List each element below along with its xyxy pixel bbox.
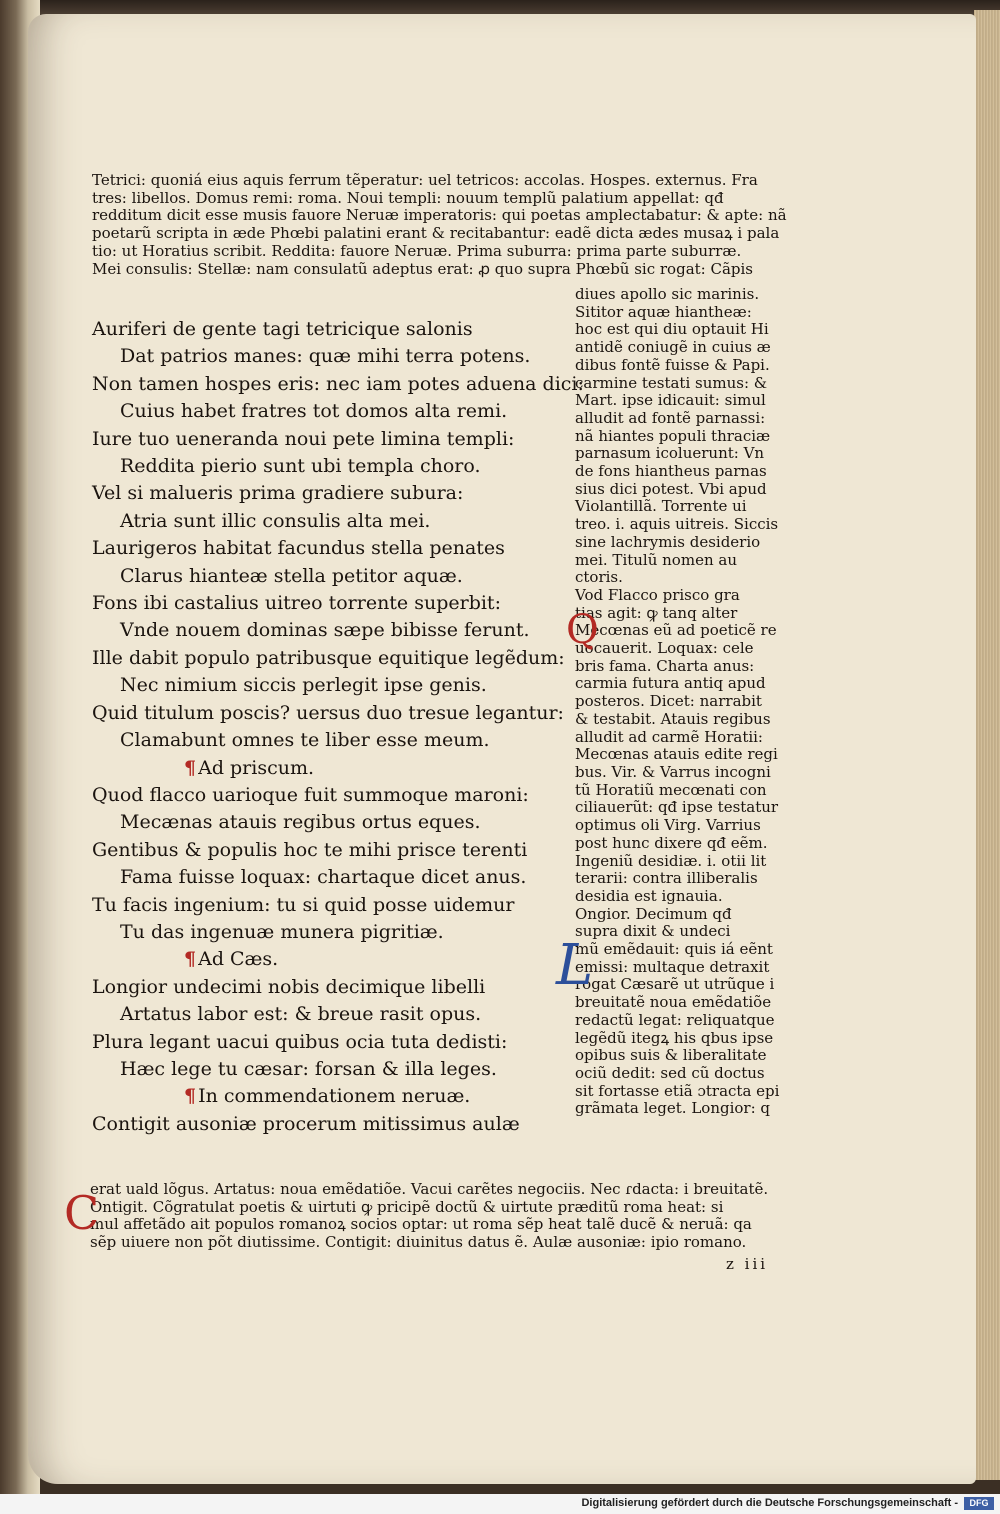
commentary-line: legẽdũ itegꝝ his qbus ipse xyxy=(575,1028,774,1047)
commentary-line: Vod Flacco prisco gra xyxy=(575,585,740,604)
pilcrow-icon: ¶ xyxy=(184,756,197,779)
poem-line: Tu facis ingenium: tu si quid posse uidemur xyxy=(92,893,515,916)
commentary-line: Mei consulis: Stellæ: nam consulatũ adeptus erat: ꝓ quo supra Phœbũ sic rogat: Cãpis xyxy=(92,259,754,278)
poem-heading xyxy=(92,946,562,973)
commentary-line: alludit ad fontẽ parnassi: xyxy=(575,408,766,427)
poem-line: Artatus labor est: & breue rasit opus. xyxy=(120,1003,482,1026)
pilcrow-icon: ¶ xyxy=(184,1085,197,1108)
poem-line: Mecænas atauis regibus ortus eques. xyxy=(120,811,481,834)
poem-line: Nec nimium siccis perlegit ipse genis. xyxy=(120,674,487,697)
decorated-initial-c: C xyxy=(64,1186,100,1240)
commentary-line: carmia futura antiq apud xyxy=(575,674,766,693)
commentary-line: post hunc dixere qđ eẽm. xyxy=(575,833,768,852)
commentary-line: uocauerit. Loquax: cele xyxy=(575,639,754,658)
poem-line: Vnde nouem dominas sæpe bibisse ferunt. xyxy=(120,619,530,642)
commentary-line: dibus fontẽ fuisse & Papi. xyxy=(575,355,770,374)
signature-mark: z iii xyxy=(726,1255,769,1273)
commentary-line: mei. Titulũ nomen au xyxy=(575,550,737,569)
commentary-line: tres: libellos. Domus remi: roma. Noui templi: nouum templũ palatium appellat: qđ xyxy=(92,188,724,207)
poem-line: Reddita pierio sunt ubi templa choro. xyxy=(120,455,481,478)
commentary-line: supra dixit & undeci xyxy=(575,922,731,941)
commentary-line: Ontigit. Cõgratulat poetis & uirtuti ꝙ pricipẽ doctũ & uirtute præditũ roma heat: si xyxy=(90,1197,724,1216)
commentary-line: treo. i. aquis uitreis. Siccis xyxy=(575,515,779,534)
facing-page-bleed xyxy=(28,174,58,1274)
poem-heading-text: In commendationem neruæ. xyxy=(198,1085,471,1108)
commentary-line: redactũ legat: reliquatque xyxy=(575,1010,775,1029)
commentary-line: alludit ad carmẽ Horatii: xyxy=(575,727,763,746)
poem xyxy=(92,316,584,1138)
commentary-line: mũ emẽdauit: quis iá eẽnt xyxy=(575,940,773,959)
commentary-line: Mecœnas eũ ad poeticẽ re xyxy=(575,621,777,640)
poem-line: Dat patrios manes: quæ mihi terra potens. xyxy=(120,345,531,368)
commentary-line: sine lachrymis desiderio xyxy=(575,532,761,551)
commentary-line: redditum dicit esse musis fauore Neruæ imperatoris: qui poetas amplectabatur: & apte: nã xyxy=(92,206,787,225)
commentary-line: Sititor aquæ hiantheæ: xyxy=(575,302,752,321)
commentary-line: bus. Vir. & Varrus incogni xyxy=(575,762,771,781)
poem-line: Clarus hianteæ stella petitor aquæ. xyxy=(120,564,463,587)
commentary-line: Ingeniũ desidiæ. i. otii lit xyxy=(575,851,767,870)
poem-heading xyxy=(92,755,562,782)
poem-line: Fons ibi castalius uitreo torrente superbit: xyxy=(92,592,501,615)
commentary-line: ociũ dedit: sed cũ doctus xyxy=(575,1063,765,1082)
poem-line: Auriferi de gente tagi tetricique salonis xyxy=(92,318,473,340)
poem-line: Ille dabit populo patribusque equitique legẽdum: xyxy=(92,646,565,669)
commentary-line: posteros. Dicet: narrabit xyxy=(575,692,762,711)
footer-bar xyxy=(0,1494,1000,1514)
poem-line: Non tamen hospes eris: nec iam potes aduena dici: xyxy=(92,372,584,395)
commentary-line: Tetrici: quoniá eius aquis ferrum tẽperatur: uel tetricos: accolas. Hospes. externus. Fra xyxy=(92,171,758,189)
decorated-initial-q: Q xyxy=(566,607,599,653)
footer-credit: Digitalisierung gefördert durch die Deutsche Forschungsgemeinschaft - xyxy=(581,1497,958,1509)
commentary-line: ctoris. xyxy=(575,568,623,587)
commentary-line: nã hiantes populi thraciæ xyxy=(575,426,771,445)
commentary-line: carmine testati sumus: & xyxy=(575,373,768,392)
poem-line: Tu das ingenuæ munera pigritiæ. xyxy=(120,920,444,943)
commentary-line: poetarũ scripta in æde Phœbi palatini erant & recitabantur: eadẽ dicta ædes musaꝝ i pala xyxy=(92,224,780,243)
commentary-line: Mart. ipse idicauit: simul xyxy=(575,391,766,410)
commentary-line: sẽp uiuere non põt diutissime. Contigit: diuinitus datus ẽ. Aulæ ausoniæ: ipio romano. xyxy=(90,1233,747,1252)
commentary-line: rogat Cæsarẽ ut utrũque i xyxy=(575,975,775,994)
commentary-line: emissi: multaque detraxit xyxy=(575,957,770,976)
poem-line: Cuius habet fratres tot domos alta remi. xyxy=(120,400,508,423)
commentary-line: Mecœnas atauis edite regi xyxy=(575,745,778,764)
commentary-line: tias agit: ꝙ tanq alter xyxy=(575,603,738,622)
poem-line: Laurigeros habitat facundus stella penates xyxy=(92,537,505,560)
poem-line: Quid titulum poscis? uersus duo tresue legantur: xyxy=(92,701,564,724)
poem-line: Fama fuisse loquax: chartaque dicet anus. xyxy=(120,866,527,889)
poem-line: Iure tuo ueneranda noui pete limina templi: xyxy=(92,427,515,450)
poem-line: Gentibus & populis hoc te mihi prisce terenti xyxy=(92,838,528,861)
commentary-line: parnasum icoluerunt: Vn xyxy=(575,444,765,463)
poem-line: Clamabunt omnes te liber esse meum. xyxy=(120,729,490,752)
bottom-commentary xyxy=(90,1181,790,1252)
commentary-line: de fons hiantheus parnas xyxy=(575,462,767,481)
commentary-line: grãmata leget. Longior: q xyxy=(575,1099,771,1118)
commentary-line: opibus suis & liberalitate xyxy=(575,1046,767,1065)
poem-line: Plura legant uacui quibus ocia tuta dedisti: xyxy=(92,1030,508,1053)
dfg-logo: DFG xyxy=(964,1497,994,1510)
poem-line: Hæc lege tu cæsar: forsan & illa leges. xyxy=(120,1057,497,1080)
poem-line: Contigit ausoniæ procerum mitissimus aulæ xyxy=(92,1112,520,1135)
commentary-line: ciliauerũt: qđ ipse testatur xyxy=(575,798,779,817)
commentary-line: diues apollo sic marinis. xyxy=(575,285,760,303)
poem-line: Atria sunt illic consulis alta mei. xyxy=(120,509,431,532)
commentary-line: hoc est qui diu optauit Hi xyxy=(575,320,769,339)
commentary-line: erat uald lõgus. Artatus: noua emẽdatiõe. Vacui carẽtes negociis. Nec ɾdacta: i breuitatẽ. xyxy=(90,1180,769,1198)
commentary-line: tũ Horatiũ mecœnati con xyxy=(575,780,767,799)
pilcrow-icon: ¶ xyxy=(184,948,197,971)
right-commentary xyxy=(575,286,785,1118)
poem-line: Vel si malueris prima gradiere subura: xyxy=(92,482,464,505)
commentary-line: & testabit. Atauis regibus xyxy=(575,709,771,728)
page-stack-edge xyxy=(974,10,1000,1480)
commentary-line: sit fortasse etiã ɔtracta epi xyxy=(575,1081,780,1100)
poem-heading-text: Ad Cæs. xyxy=(198,948,279,971)
commentary-line: breuitatẽ noua emẽdatiõe xyxy=(575,993,772,1012)
poem-line: Quod flacco uarioque fuit summoque maroni: xyxy=(92,783,529,806)
commentary-line: sius dici potest. Vbi apud xyxy=(575,479,767,498)
poem-heading-text: Ad priscum. xyxy=(198,756,315,779)
commentary-line: mul affetãdo ait populos romanoꝝ socios optar: ut roma sẽp heat talẽ ducẽ & neruã: qa xyxy=(90,1215,752,1234)
decorated-initial-l: L xyxy=(556,933,594,998)
top-commentary xyxy=(92,171,787,278)
commentary-line: desidia est ignauia. xyxy=(575,886,723,905)
commentary-line: antidẽ coniugẽ in cuius æ xyxy=(575,338,771,357)
commentary-line: optimus oli Virg. Varrius xyxy=(575,816,761,835)
commentary-line: terarii: contra illiberalis xyxy=(575,869,758,888)
poem-heading xyxy=(92,1083,562,1110)
commentary-line: tio: ut Horatius scribit. Reddita: fauore Neruæ. Prima suburra: prima parte suburræ. xyxy=(92,241,742,260)
commentary-line: Violantillã. Torrente ui xyxy=(575,497,747,516)
poem-line: Longior undecimi nobis decimique libelli xyxy=(92,975,486,998)
commentary-line: bris fama. Charta anus: xyxy=(575,656,755,675)
commentary-line: Ongior. Decimum qđ xyxy=(575,904,732,923)
